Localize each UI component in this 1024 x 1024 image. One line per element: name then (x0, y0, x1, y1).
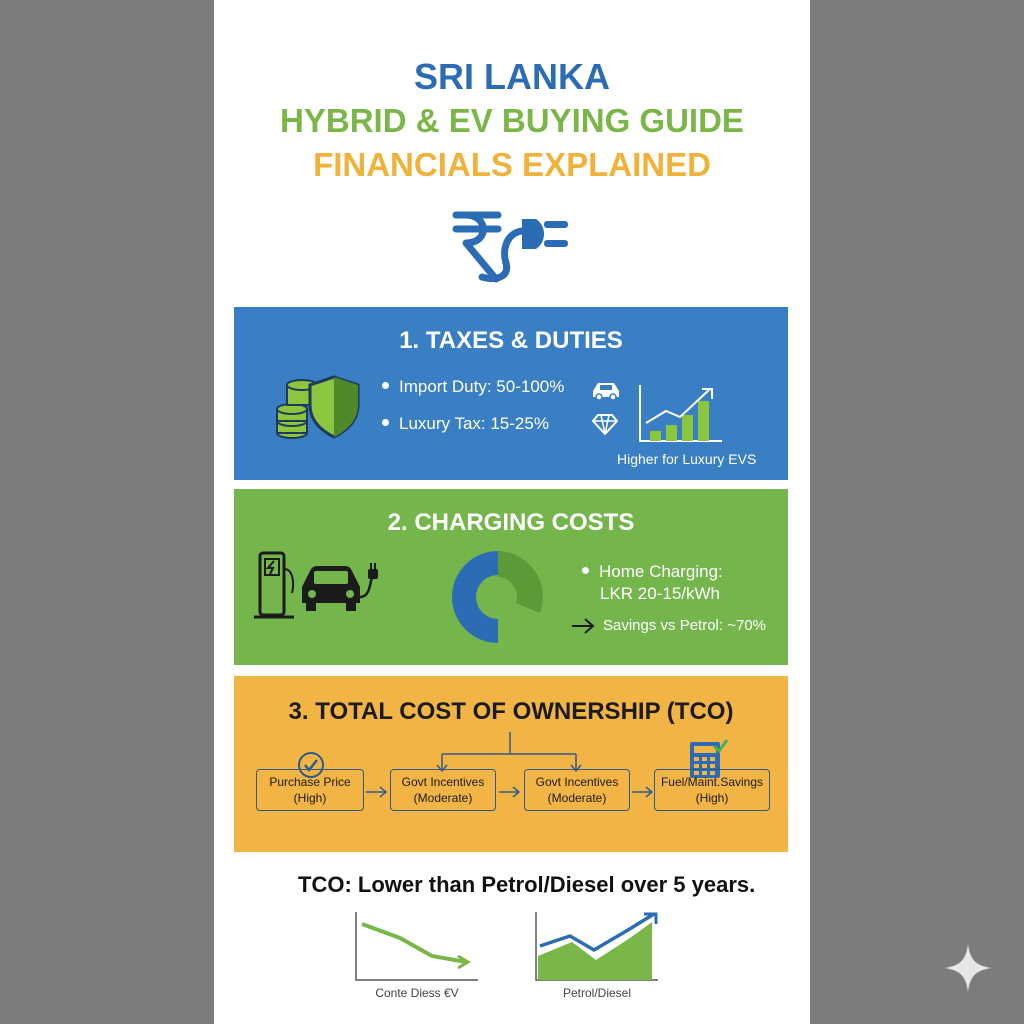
ev-chart-label: Conte Diess €V (375, 986, 459, 1000)
car-plug-icon (298, 561, 382, 613)
flow-step-savings: Fuel/Maint.Savings (High) (654, 769, 770, 811)
donut-chart-icon (448, 547, 548, 647)
title-line-1: SRI LANKA (414, 56, 610, 97)
flow-step-incentives-1: Govt Incentives (Moderate) (390, 769, 496, 811)
home-charging-item: Home Charging: (582, 562, 723, 582)
import-duty-item: Import Duty: 50-100% (382, 377, 564, 397)
tco-panel (234, 676, 788, 852)
taxes-title: 1. TAXES & DUTIES (399, 327, 623, 354)
coins-shield-icon (274, 371, 362, 441)
infographic-page (214, 0, 810, 1024)
petrol-chart-label: Petrol/Diesel (562, 986, 632, 1000)
diamond-icon (592, 413, 618, 435)
flow-arrow-1 (365, 786, 389, 798)
savings-text: Savings vs Petrol: ~70% (603, 617, 767, 634)
rupee-plug-icon (452, 203, 582, 287)
charging-station-icon (254, 549, 300, 621)
charging-panel (234, 489, 788, 665)
arrow-right-icon (570, 617, 596, 635)
title-line-3: FINANCIALS EXPLAINED (313, 146, 711, 183)
ev-cost-mini-chart (354, 912, 480, 984)
petrol-cost-mini-chart (532, 910, 662, 984)
tco-title: 3. TOTAL COST OF OWNERSHIP (TCO) (288, 698, 734, 725)
title-line-2: HYBRID & EV BUYING GUIDE (280, 102, 744, 139)
luxury-tax-item: Luxury Tax: 15-25% (382, 414, 549, 434)
flow-arrow-2 (498, 786, 522, 798)
taxes-panel (234, 307, 788, 480)
charging-title: 2. CHARGING COSTS (387, 509, 635, 536)
tco-summary-text: TCO: Lower than Petrol/Diesel over 5 years. (298, 872, 756, 897)
taxes-chart-caption: Higher for Luxury EVS (617, 451, 757, 467)
car-icon (590, 379, 622, 401)
rising-chart-icon (636, 383, 724, 445)
flow-step-purchase: Purchase Price (High) (256, 769, 364, 811)
flow-step-incentives-2: Govt Incentives (Moderate) (524, 769, 630, 811)
home-charging-rate: LKR 20-15/kWh (600, 584, 720, 603)
flow-arrow-3 (631, 786, 655, 798)
sparkle-icon (942, 942, 994, 994)
